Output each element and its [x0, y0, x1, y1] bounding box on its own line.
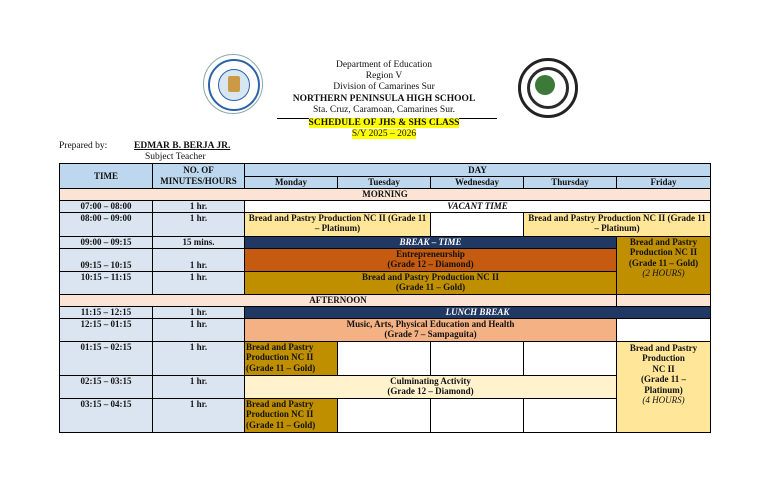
subject-name: Music, Arts, Physical Education and Health	[346, 318, 515, 329]
empty-cell	[431, 398, 524, 432]
grade-section: (Grade 11 – Gold)	[395, 282, 466, 292]
day-thursday: Thursday	[524, 177, 617, 189]
class-cell-bpp-platinum: Bread and Pastry Production NC II (Grade 11 – Platinum)	[245, 212, 431, 236]
time-cell: 11:15 – 12:15	[60, 306, 153, 318]
empty-cell	[524, 398, 617, 432]
empty-cell	[617, 294, 711, 306]
duration-cell: 15 mins.	[153, 236, 245, 248]
time-header: TIME	[60, 164, 153, 189]
grade-section: (Grade 12 – Diamond)	[387, 386, 474, 396]
friday-pm-line: Production	[642, 353, 685, 363]
duration-cell: 1 hr.	[153, 248, 245, 271]
division-text: Division of Camarines Sur	[333, 82, 435, 92]
class-cell-mapeh	[245, 318, 617, 341]
empty-cell	[338, 398, 431, 432]
time-cell: 09:00 – 09:15	[60, 236, 153, 248]
subject-name: Culminating Activity	[390, 375, 471, 386]
friday-pm-class-cell	[617, 341, 711, 432]
duration-cell: 1 hr.	[153, 398, 245, 432]
time-cell: 08:00 – 09:00	[60, 212, 153, 236]
empty-cell	[431, 212, 524, 236]
friday-pm-line: NC II	[652, 363, 675, 374]
friday-am-line: Production NC II	[629, 247, 698, 257]
friday-pm-line: (Grade 11 –	[641, 374, 687, 384]
afternoon-label: AFTERNOON	[60, 294, 617, 306]
teacher-name: EDMAR B. BERJA JR.	[134, 141, 231, 151]
time-cell: 02:15 – 03:15	[60, 375, 153, 398]
friday-am-class-cell	[617, 236, 711, 294]
time-cell: 01:15 – 02:15	[60, 341, 153, 375]
empty-cell	[524, 341, 617, 375]
day-friday: Friday	[617, 177, 711, 189]
day-wednesday: Wednesday	[431, 177, 524, 189]
duration-cell: 1 hr.	[153, 375, 245, 398]
region-text: Region V	[365, 71, 403, 81]
time-cell: 12:15 – 01:15	[60, 318, 153, 341]
friday-am-line: (Grade 11 – Gold)	[628, 257, 699, 268]
class-cell-culminating	[245, 375, 617, 398]
subject-name: Bread and Pastry Production NC II	[362, 271, 499, 282]
class-cell-bpp-gold: Bread and Pastry Production NC II (Grade 11 – Gold)	[245, 398, 338, 432]
subject-name: Entrepreneurship	[396, 248, 465, 259]
time-cell: 09:15 – 10:15	[60, 248, 153, 271]
minutes-header: NO. OF MINUTES/HOURS	[153, 164, 245, 189]
class-cell-entrepreneurship	[245, 248, 617, 271]
friday-pm-line: Bread and Pastry	[629, 342, 698, 353]
department-text: Department of Education	[335, 60, 433, 70]
friday-am-line: Bread and Pastry	[629, 236, 698, 247]
teacher-role: Subject Teacher	[145, 152, 206, 162]
lunch-break-cell: LUNCH BREAK	[245, 306, 711, 318]
time-cell: 10:15 – 11:15	[60, 271, 153, 294]
friday-am-hours: (2 HOURS)	[642, 268, 685, 278]
friday-pm-hours: (4 HOURS)	[642, 395, 685, 405]
duration-cell: 1 hr.	[153, 271, 245, 294]
day-header: DAY	[245, 164, 711, 177]
class-cell-bpp-gold: Bread and Pastry Production NC II (Grade 11 – Gold)	[245, 341, 338, 375]
empty-cell	[338, 341, 431, 375]
class-cell-bpp-gold	[245, 271, 617, 294]
empty-cell	[431, 341, 524, 375]
vacant-time-cell: VACANT TIME	[245, 200, 711, 212]
duration-cell: 1 hr.	[153, 318, 245, 341]
duration-cell: 1 hr.	[153, 341, 245, 375]
morning-label: MORNING	[60, 188, 711, 200]
prepared-by-label: Prepared by:	[59, 141, 108, 151]
schedule-table	[59, 163, 711, 433]
day-monday: Monday	[245, 177, 338, 189]
duration-cell: 1 hr.	[153, 200, 245, 212]
school-address: Sta. Cruz, Caramoan, Camarines Sur.	[313, 105, 455, 115]
school-year: S/Y 2025 – 2026	[351, 129, 417, 139]
duration-cell: 1 hr.	[153, 306, 245, 318]
schedule-title: SCHEDULE OF JHS & SHS CLASS	[308, 118, 460, 128]
grade-section: (Grade 12 – Diamond)	[387, 259, 474, 269]
empty-cell	[617, 318, 711, 341]
day-tuesday: Tuesday	[338, 177, 431, 189]
break-time-cell: BREAK – TIME	[245, 236, 617, 248]
grade-section: (Grade 7 – Sampaguita)	[384, 329, 477, 339]
school-name: NORTHERN PENINSULA HIGH SCHOOL	[292, 94, 476, 104]
class-cell-bpp-platinum: Bread and Pastry Production NC II (Grade 11 – Platinum)	[524, 212, 711, 236]
friday-pm-line: Platinum)	[644, 384, 683, 395]
time-cell: 03:15 – 04:15	[60, 398, 153, 432]
duration-cell: 1 hr.	[153, 212, 245, 236]
time-cell: 07:00 – 08:00	[60, 200, 153, 212]
